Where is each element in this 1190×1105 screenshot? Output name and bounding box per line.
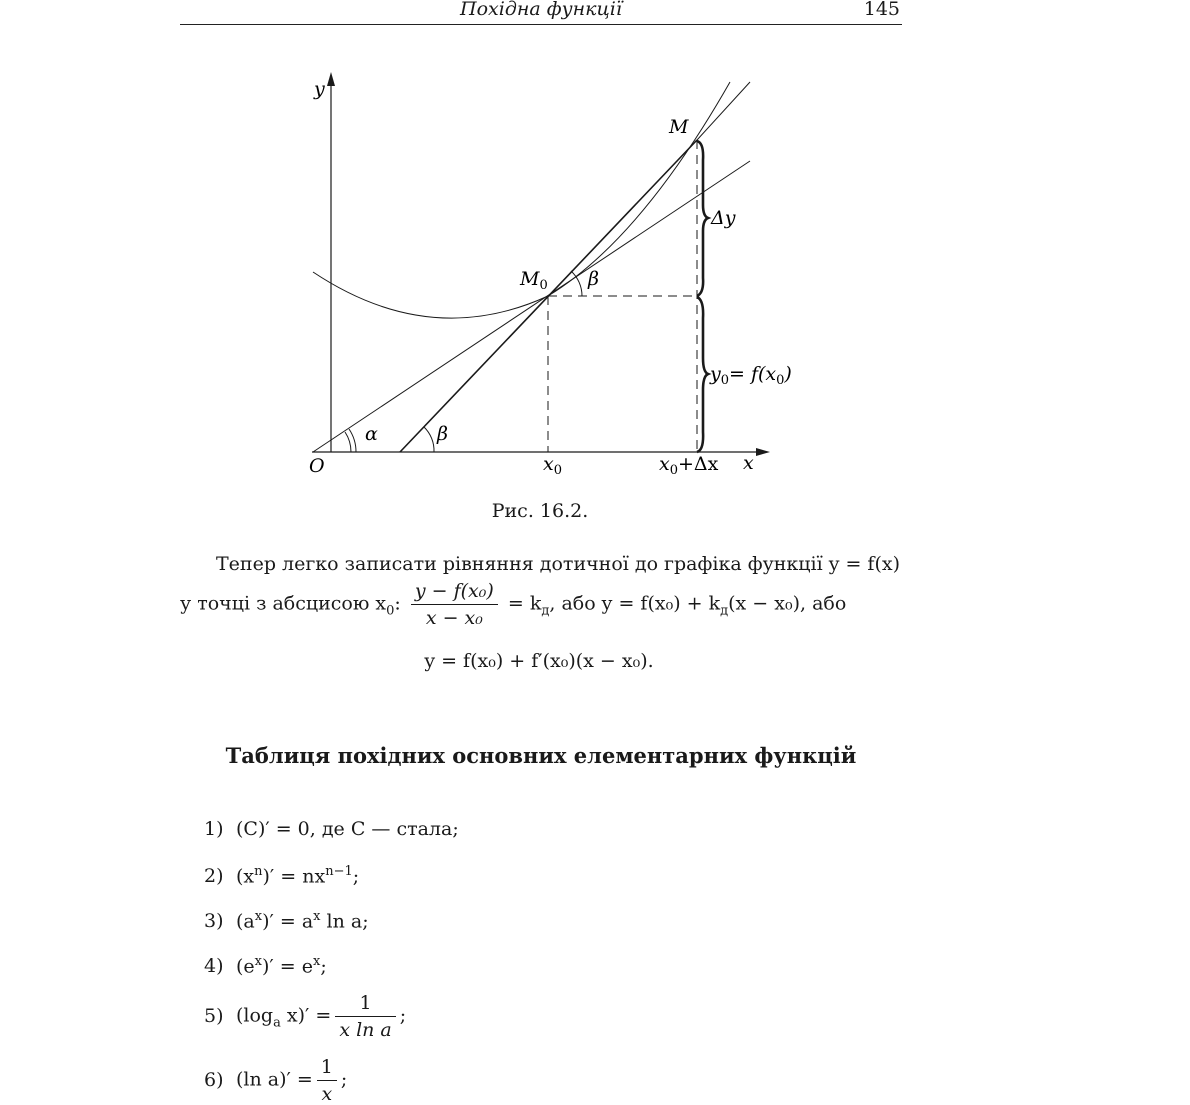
item-end: ; [320, 955, 327, 978]
x0dx-label: $x_0+\Delta x$ [659, 453, 719, 478]
item-sup: x [254, 909, 263, 924]
item-sup2: x [313, 909, 321, 924]
line2-k-sub2: д [720, 603, 729, 619]
y0-eq-label: $y_0= f(x_0)$ [710, 363, 792, 388]
line2-or1: , або y = f(x₀) + k [549, 592, 721, 615]
item-mid: x)′ = [280, 1004, 332, 1027]
tangent-equation: y = f(x₀) + f′(x₀)(x − x₀). [424, 650, 654, 672]
item-sup: x [254, 954, 263, 969]
y-axis-arrow-icon [327, 72, 335, 86]
item-end: ; [340, 1068, 348, 1091]
line2-start: у точці з абсцисою x [180, 592, 387, 615]
alpha-label: α [365, 423, 378, 445]
list-item [204, 1056, 347, 1105]
figure-caption: Рис. 16.2. [491, 500, 589, 522]
point-m-label: M [669, 116, 689, 138]
item-lhs: (log [236, 1004, 274, 1027]
line2-k-sub: д [541, 603, 550, 619]
point-m0-label: $M_0$ [520, 268, 548, 293]
list-item [204, 909, 369, 932]
line2-eq: = k [507, 592, 542, 615]
list-item [204, 954, 327, 977]
item-number: 1) [204, 818, 224, 840]
item-number: 6) [204, 1068, 224, 1091]
fraction-denominator: x [321, 1083, 333, 1105]
x-axis-label: x [743, 452, 754, 474]
item-number: 3) [204, 910, 224, 933]
secant-line-extension [697, 82, 750, 140]
beta-label-top: β [588, 268, 599, 290]
list-item [204, 992, 406, 1041]
page-number: 145 [863, 0, 900, 20]
list-item [204, 864, 359, 887]
fraction-denominator: x ln a [339, 1019, 392, 1041]
table-title: Таблиця похідних основних елементарних функцій [225, 743, 857, 768]
beta-arc-bottom [424, 427, 434, 452]
beta-arc-top [571, 271, 582, 296]
line2-colon: : [394, 592, 401, 615]
item-sub: a [273, 1015, 281, 1031]
y-axis-label: y [314, 78, 325, 100]
beta-label-bottom: β [437, 423, 448, 445]
item-number: 4) [204, 955, 224, 978]
x0-label: $x_0$ [543, 453, 562, 478]
fraction-numerator: 1 [335, 992, 395, 1017]
item-sup: n [254, 864, 263, 879]
line2-sub: 0 [386, 603, 395, 619]
item-mid: )′ = nx [262, 865, 326, 888]
item-sup2: n−1 [325, 864, 353, 879]
delta-y-label: Δy [711, 207, 736, 229]
item-sup2: x [313, 954, 321, 969]
item-number: 5) [204, 1004, 224, 1027]
item-formula: (C)′ = 0, де C — стала; [236, 818, 459, 840]
item-end: ln a; [320, 910, 369, 933]
alpha-arc [345, 432, 351, 452]
paragraph-line-2 [180, 580, 846, 629]
line2-tail: (x − x₀), або [728, 592, 847, 615]
origin-label: O [309, 455, 325, 477]
item-end: ; [352, 865, 360, 888]
fraction-numerator: 1 [317, 1056, 337, 1081]
running-title: Похідна функції [460, 0, 622, 20]
fraction-numerator: y − f(x₀) [411, 580, 498, 605]
alpha-arc-outer [349, 429, 356, 452]
figure-tangent-diagram [0, 0, 1190, 500]
item-lhs: (x [236, 865, 255, 888]
fraction-denominator: x − x₀ [425, 607, 483, 629]
delta-y-brace [697, 141, 708, 296]
item-lhs: (e [236, 955, 255, 978]
item-fraction [335, 992, 395, 1041]
tangent-fraction [411, 580, 498, 629]
y0-brace [697, 297, 708, 452]
item-number: 2) [204, 865, 224, 888]
item-lhs: (ln a)′ = [236, 1068, 313, 1091]
tangent-line [313, 161, 750, 452]
item-end: ; [399, 1004, 407, 1027]
x-axis-arrow-icon [756, 448, 770, 456]
item-mid: )′ = a [262, 910, 314, 933]
paragraph-line-1: Тепер легко записати рівняння дотичної до графіка функції y = f(x) [216, 553, 900, 575]
item-fraction [317, 1056, 337, 1105]
item-mid: )′ = e [262, 955, 313, 978]
item-lhs: (a [236, 910, 255, 933]
list-item [204, 818, 459, 840]
